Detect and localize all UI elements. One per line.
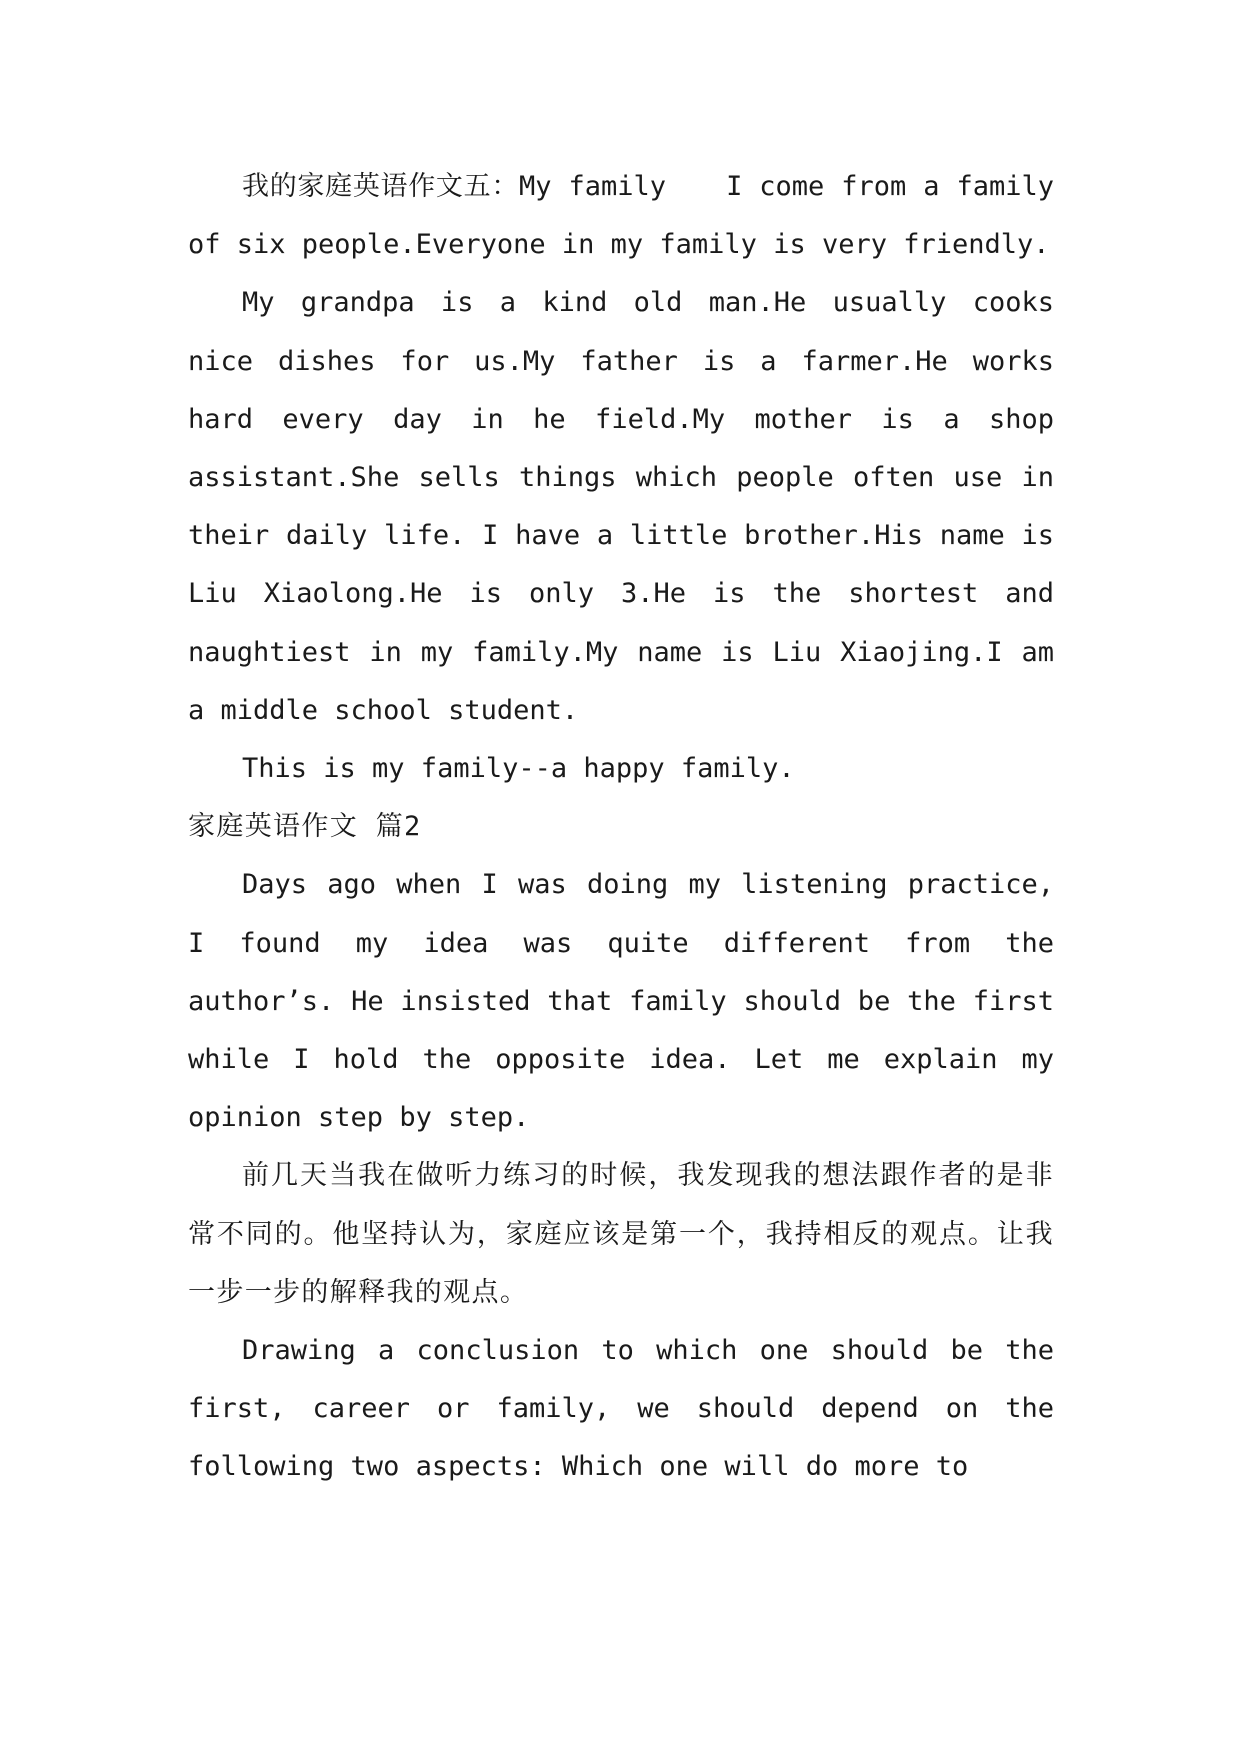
intro-text: I come from a family of six people.Everyone in my family is very friendly. [188, 171, 1054, 261]
document-page [188, 158, 1054, 1497]
essay-title: 我的家庭英语作文五：My family [242, 171, 667, 202]
paragraph-intro [188, 158, 1054, 274]
paragraph-career-or-family: Drawing a conclusion to which one should be the first, career or family, we should depend on the following two aspects: Which one will do more to [188, 1335, 1054, 1483]
paragraph-chinese-translation: 前几天当我在做听力练习的时候，我发现我的想法跟作者的是非常不同的。他坚持认为，家庭应该是第一个，我持相反的观点。让我一步一步的解释我的观点。 [188, 1160, 1054, 1308]
paragraph-listening-practice: Days ago when I was doing my listening practice, I found my idea was quite different from the author’s. He insisted that family should be the first while I hold the opposite idea. Let me explain my opinion step by step. [188, 869, 1054, 1134]
paragraph-family-members: My grandpa is a kind old man.He usually cooks nice dishes for us.My father is a farmer.He works hard every day in he field.My mother is a shop assistant.She sells things which people often use in their daily life. I have a little brother.His name is Liu Xiaolong.He is only 3.He is the shortest and naughtiest in my family.My name is Liu Xiaojing.I am a middle school student. [188, 287, 1054, 726]
paragraph-conclusion: This is my family--a happy family. [242, 753, 795, 785]
section-heading: 家庭英语作文 篇2 [188, 811, 422, 843]
